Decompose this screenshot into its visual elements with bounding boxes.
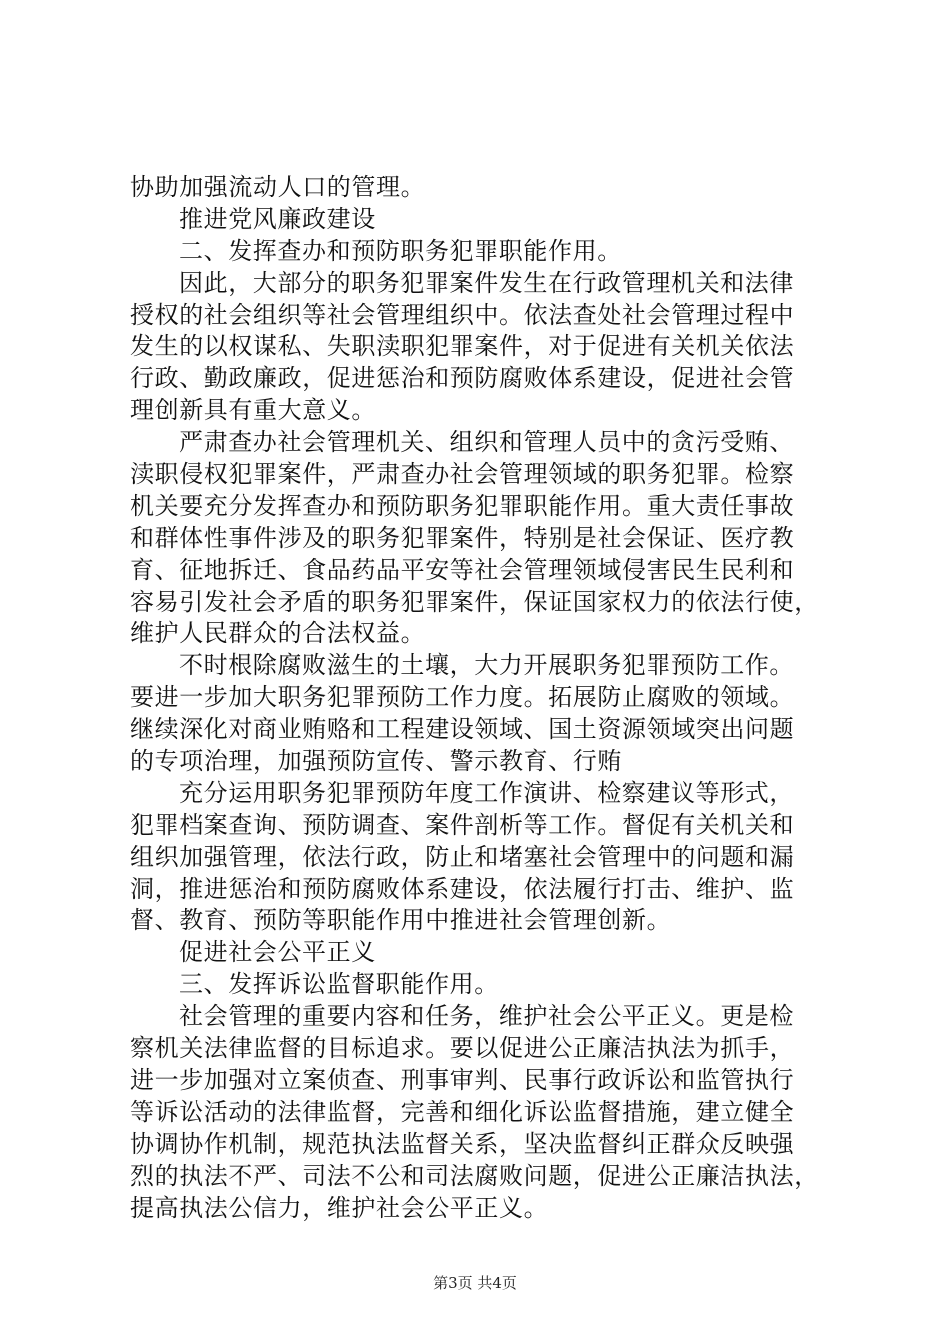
text-line: 烈的执法不严、司法不公和司法腐败问题，促进公正廉洁执法， <box>130 1161 819 1190</box>
text-line: 协助加强流动人口的管理。 <box>130 173 426 201</box>
text-line: 维护人民群众的合法权益。 <box>130 619 426 648</box>
text-line: 社会管理的重要内容和任务，维护社会公平正义。更是检 <box>179 1002 794 1031</box>
text-line: 因此，大部分的职务犯罪案件发生在行政管理机关和法律 <box>179 268 794 297</box>
page-number-footer: 第3页 共4页 <box>433 1274 517 1292</box>
text-line: 察机关法律监督的目标追求。要以促进公正廉洁执法为抓手， <box>130 1034 795 1063</box>
text-line: 犯罪档案查询、预防调查、案件剖析等工作。督促有关机关和 <box>130 810 795 839</box>
text-line: 机关要充分发挥查办和预防职务犯罪职能作用。重大责任事故 <box>130 491 795 520</box>
text-line: 继续深化对商业贿赂和工程建设领域、国土资源领域突出问题 <box>130 715 795 744</box>
text-line: 充分运用职务犯罪预防年度工作演讲、检察建议等形式， <box>179 778 794 807</box>
text-line: 洞，推进惩治和预防腐败体系建设，依法履行打击、维护、监 <box>130 874 795 903</box>
text-line: 协调协作机制，规范执法监督关系，坚决监督纠正群众反映强 <box>130 1129 795 1158</box>
text-line: 不时根除腐败滋生的土壤，大力开展职务犯罪预防工作。 <box>179 651 794 680</box>
text-line: 渎职侵权犯罪案件，严肃查办社会管理领域的职务犯罪。检察 <box>130 460 795 489</box>
text-line: 督、教育、预防等职能作用中推进社会管理创新。 <box>130 906 672 935</box>
text-line: 严肃查办社会管理机关、组织和管理人员中的贪污受贿、 <box>179 428 794 457</box>
text-line: 提高执法公信力，维护社会公平正义。 <box>130 1193 549 1222</box>
section-heading: 推进党风廉政建设 <box>179 204 376 233</box>
section-heading: 三、发挥诉讼监督职能作用。 <box>179 970 499 999</box>
body-text <box>130 172 836 1224</box>
text-line: 授权的社会组织等社会管理组织中。依法查处社会管理过程中 <box>130 300 795 329</box>
text-line: 的专项治理，加强预防宣传、警示教育、行贿 <box>130 747 622 776</box>
section-heading: 二、发挥查办和预防职务犯罪职能作用。 <box>179 236 622 265</box>
text-line: 发生的以权谋私、失职渎职犯罪案件，对于促进有关机关依法 <box>130 332 795 361</box>
text-line: 容易引发社会矛盾的职务犯罪案件，保证国家权力的依法行使， <box>130 587 819 616</box>
text-line: 育、征地拆迁、食品药品平安等社会管理领域侵害民生民利和 <box>130 555 795 584</box>
text-line: 组织加强管理，依法行政，防止和堵塞社会管理中的问题和漏 <box>130 842 795 871</box>
text-line: 行政、勤政廉政，促进惩治和预防腐败体系建设，促进社会管 <box>130 364 795 393</box>
text-line: 进一步加强对立案侦查、刑事审判、民事行政诉讼和监管执行 <box>130 1065 795 1094</box>
text-line: 要进一步加大职务犯罪预防工作力度。拓展防止腐败的领域。 <box>130 683 795 712</box>
text-line: 等诉讼活动的法律监督，完善和细化诉讼监督措施，建立健全 <box>130 1097 795 1126</box>
text-line: 和群体性事件涉及的职务犯罪案件，特别是社会保证、医疗教 <box>130 523 795 552</box>
text-line: 理创新具有重大意义。 <box>130 396 376 425</box>
section-heading: 促进社会公平正义 <box>179 938 376 967</box>
